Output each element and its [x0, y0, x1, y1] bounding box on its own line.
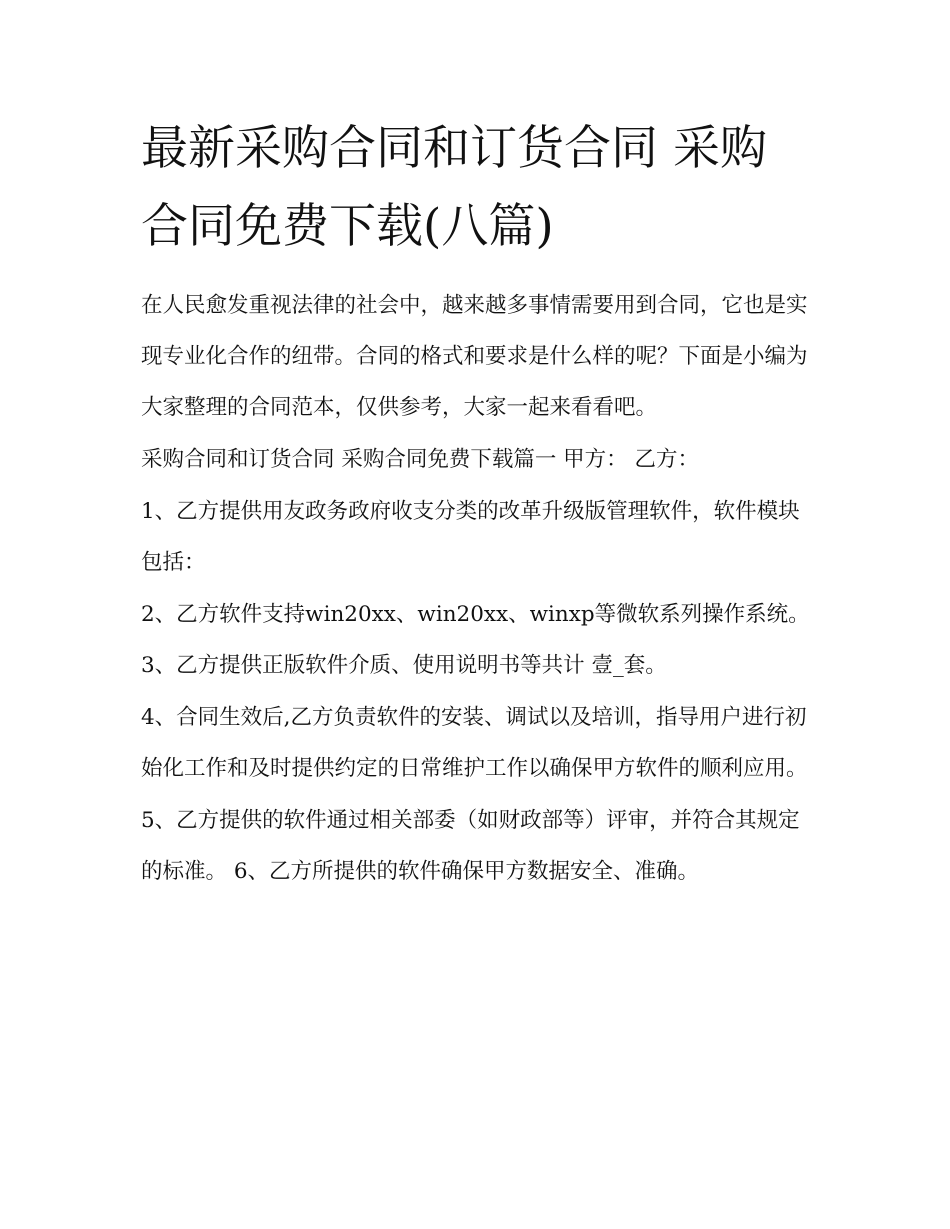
clause-4-paragraph: 4、合同生效后,乙方负责软件的安装、调试以及培训，指导用户进行初始化工作和及时提供约定的日常维护工作以确保甲方软件的顺利应用。	[141, 705, 808, 781]
clause-2-3-paragraph: 2、乙方软件支持win20xx、win20xx、winxp等微软系列操作系统。 3、乙方提供正版软件介质、使用说明书等共计 壹_套。	[141, 602, 810, 678]
clause-1-paragraph: 1、乙方提供用友政务政府收支分类的改革升级版管理软件，软件模块包括：	[141, 499, 800, 575]
section-heading-paragraph: 采购合同和订货合同 采购合同免费下载篇一 甲方： 乙方：	[141, 447, 700, 472]
document-body	[141, 280, 813, 897]
intro-paragraph: 在人民愈发重视法律的社会中，越来越多事情需要用到合同，它也是实现专业化合作的纽带。合同的格式和要求是什么样的呢？下面是小编为大家整理的合同范本，仅供参考，大家一起来看看吧。	[141, 293, 808, 420]
document-title: 最新采购合同和订货合同 采购合同免费下载(八篇)	[141, 121, 767, 254]
clause-5-6-paragraph: 5、乙方提供的软件通过相关部委（如财政部等）评审，并符合其规定的标准。 6、乙方所提供的软件确保甲方数据安全、准确。	[141, 808, 800, 884]
document-page	[141, 110, 813, 897]
